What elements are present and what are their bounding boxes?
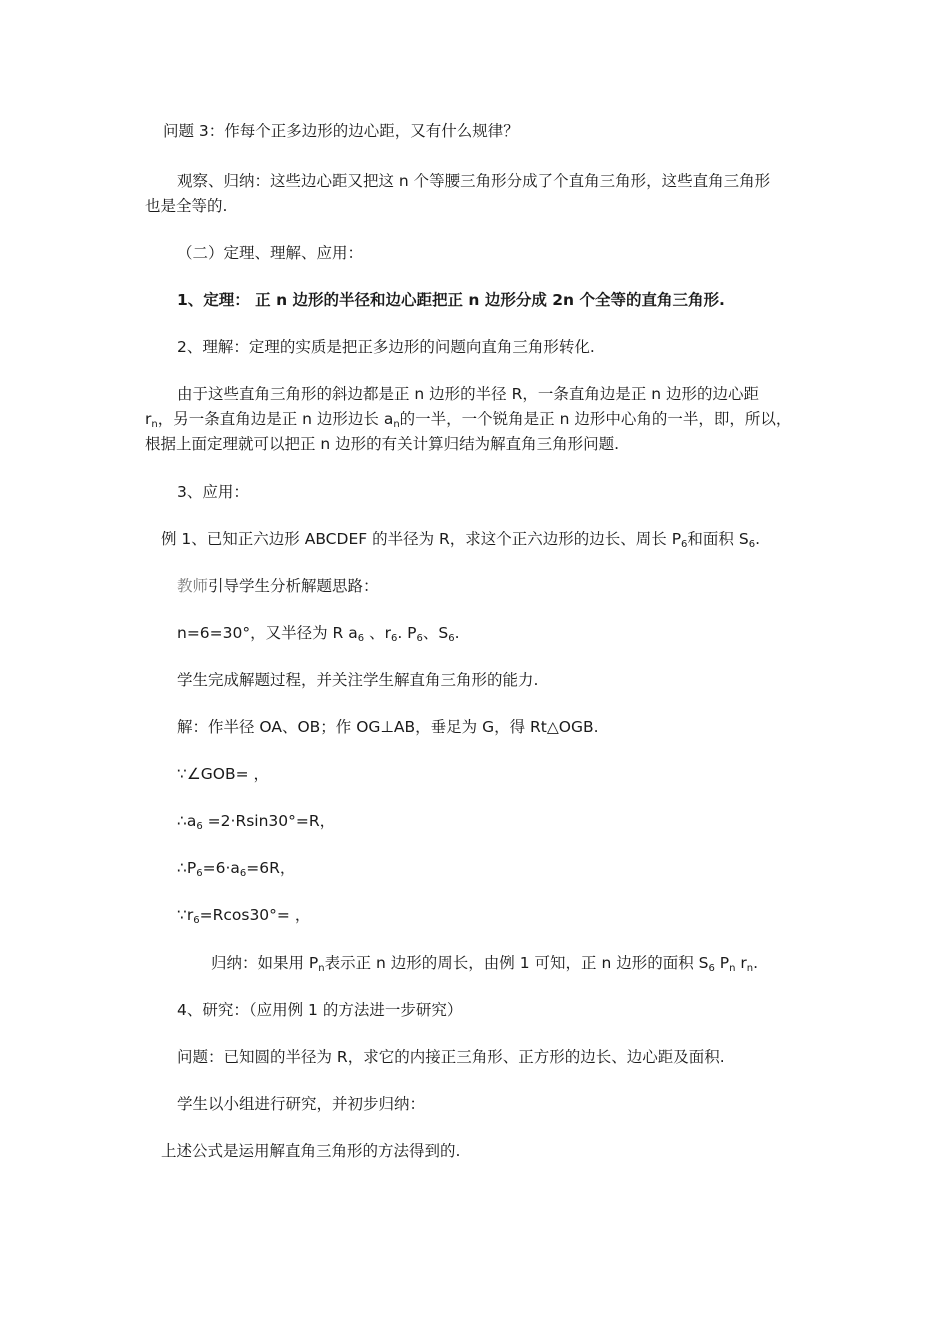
teacher-label: 教师 bbox=[177, 577, 209, 595]
summary-text: 上述公式是运用解直角三角形的方法得到的. bbox=[161, 1142, 461, 1160]
conclusion-text: P bbox=[714, 954, 730, 972]
subscript: 6 bbox=[448, 633, 455, 644]
explanation-r: r bbox=[145, 410, 152, 428]
research-heading: 4、研究：（应用例 1 的方法进一步研究） bbox=[177, 1001, 463, 1019]
theorem-text: 1、定理： 正 n 边形的半径和边心距把正 n 边形分成 2n 个全等的直角三角形. bbox=[177, 291, 725, 309]
explanation-line-2 bbox=[145, 406, 791, 432]
observe-line-1: 观察、归纳：这些边心距又把这 n 个等腰三角形分成了个直角三角形，这些直角三角形 bbox=[177, 172, 771, 190]
formula-text: ∴a bbox=[177, 812, 197, 830]
formula-text: =2·Rsin30°=R， bbox=[202, 812, 336, 830]
subscript: n bbox=[151, 419, 158, 430]
example-text: 和面积 S bbox=[687, 530, 749, 548]
subscript: n bbox=[318, 963, 325, 974]
example-text: 例 1、已知正六边形 ABCDEF 的半径为 R，求这个正六边形的边长、周长 P bbox=[161, 530, 682, 548]
conclusion-text: 表示正 n 边形的周长，由例 1 可知，正 n 边形的面积 S bbox=[324, 954, 709, 972]
explanation-text: 的一半，一个锐角是正 n 边形中心角的一半，即，所以， bbox=[399, 410, 792, 428]
formula-text: ∵r bbox=[177, 906, 194, 924]
formula-text: =6R， bbox=[246, 859, 296, 877]
explanation-text: ，另一条直角边是正 n 边形边长 a bbox=[157, 410, 394, 428]
observe-line-2: 也是全等的. bbox=[145, 197, 228, 215]
because-angle: ∵∠GOB= ， bbox=[177, 765, 270, 783]
solution-text: 解：作半径 OA、OB；作 OG⊥AB，垂足为 G，得 Rt△OGB. bbox=[177, 718, 599, 736]
subscript: 6 bbox=[196, 868, 203, 879]
formula-text: 、r bbox=[364, 624, 391, 642]
example-text: . bbox=[755, 530, 761, 548]
question-3: 问题 3：作每个正多边形的边心距，又有什么规律？ bbox=[163, 122, 519, 140]
formula-text: ∴P bbox=[177, 859, 197, 877]
subscript: 6 bbox=[416, 633, 423, 644]
explanation-line-1: 由于这些直角三角形的斜边都是正 n 边形的半径 R，一条直角边是正 n 边形的边心距 bbox=[177, 385, 760, 403]
subscript: 6 bbox=[196, 821, 203, 832]
subscript: 6 bbox=[748, 539, 756, 550]
subscript: 6 bbox=[681, 539, 688, 550]
conclusion-text: . bbox=[753, 954, 759, 972]
subscript: 6 bbox=[239, 868, 247, 879]
conclusion bbox=[211, 950, 758, 976]
guide-text: 引导学生分析解题思路： bbox=[208, 577, 379, 595]
subscript: 6 bbox=[193, 915, 200, 926]
teacher-guide bbox=[177, 573, 379, 599]
conclusion-text: 归纳：如果用 P bbox=[211, 954, 319, 972]
subscript: n bbox=[393, 419, 400, 430]
n6-line bbox=[177, 620, 460, 646]
therefore-p6 bbox=[177, 855, 295, 881]
subscript: 6 bbox=[357, 633, 365, 644]
problem-text: 问题：已知圆的半径为 R，求它的内接正三角形、正方形的边长、边心距及面积. bbox=[177, 1048, 725, 1066]
therefore-a6 bbox=[177, 808, 335, 834]
subscript: n bbox=[746, 963, 754, 974]
conclusion-text: r bbox=[735, 954, 747, 972]
because-r6 bbox=[177, 902, 310, 928]
formula-text: =Rcos30°= ， bbox=[199, 906, 311, 924]
understanding-text: 2、理解：定理的实质是把正多边形的问题向直角三角形转化. bbox=[177, 338, 595, 356]
section-heading: （二）定理、理解、应用： bbox=[177, 244, 364, 262]
subscript: 6 bbox=[390, 633, 398, 644]
example-1 bbox=[161, 526, 760, 552]
explanation-line-3: 根据上面定理就可以把正 n 边形的有关计算归结为解直角三角形问题. bbox=[145, 435, 620, 453]
subscript: 6 bbox=[708, 963, 715, 974]
group-text: 学生以小组进行研究，并初步归纳： bbox=[177, 1095, 426, 1113]
application-heading: 3、应用： bbox=[177, 483, 249, 501]
formula-text: =6·a bbox=[202, 859, 240, 877]
subscript: n bbox=[729, 963, 736, 974]
formula-text: . bbox=[454, 624, 460, 642]
student-text: 学生完成解题过程，并关注学生解直角三角形的能力. bbox=[177, 671, 539, 689]
formula-text: . P bbox=[397, 624, 417, 642]
formula-text: 、S bbox=[422, 624, 449, 642]
formula-text: n=6=30°，又半径为 R a bbox=[177, 624, 358, 642]
